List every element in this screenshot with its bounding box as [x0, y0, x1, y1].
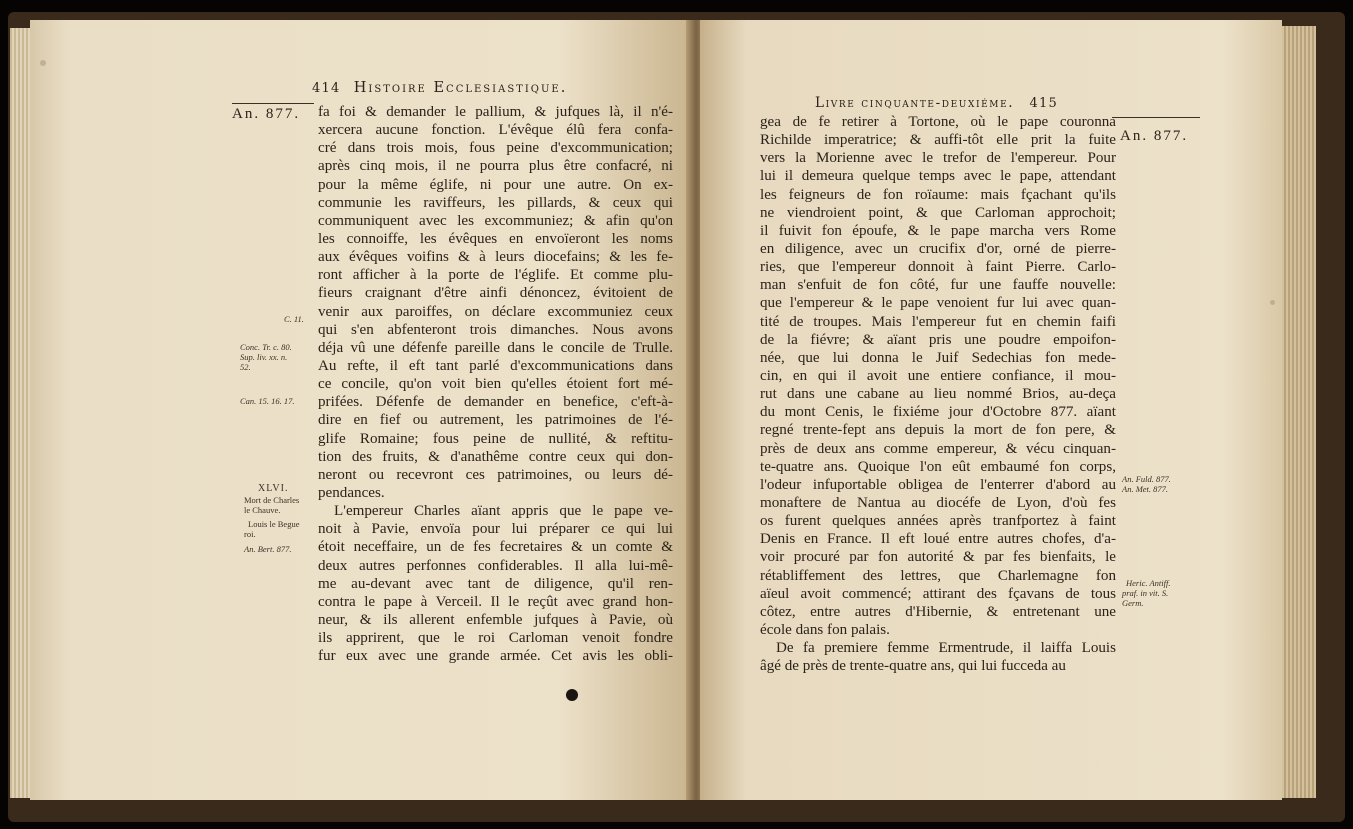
- margin-note-conc: Conc. Tr. c. 80.: [240, 342, 292, 352]
- text-line: étoit neceffaire, un de fes fecretaires & un comte &: [318, 539, 673, 556]
- text-line: les feigneurs de fon roïaume: mais fçachant qu'ils: [760, 186, 1116, 203]
- text-line: il fuivit fon époufe, & le pape marcha vers Rome: [760, 222, 1116, 239]
- left-running-title: Histoire Ecclesiastique.: [353, 80, 568, 96]
- text-line: Au refte, il eft tant parlé d'excommunications dans: [318, 357, 673, 374]
- text-line: cré dans trois mois, fous peine d'excommunication;: [318, 140, 673, 157]
- text-line: déja vû une défenfe pareille dans le concile de Trulle.: [318, 339, 673, 356]
- text-line: me au-devant avec tant de diligence, qu'il ren-: [318, 575, 673, 592]
- text-line: neront ou recevront ces patrimoines, ou leurs dé-: [318, 466, 673, 483]
- text-line: du mont Cenis, le fixiéme jour d'Octobre 877. aïant: [760, 404, 1116, 421]
- text-line: lui il demeura quelque temps avec le pape, attendant: [760, 168, 1116, 185]
- hole-mark: [566, 689, 578, 701]
- text-line: que l'empereur & le pape venoient fur lui avec quan-: [760, 295, 1116, 312]
- left-running-head: [312, 80, 680, 96]
- text-line: fieurs craignant d'être ainfi dénoncez, évitoient de: [318, 285, 673, 302]
- text-line: vers la Morienne avec le trefor de l'empereur. Pour: [760, 150, 1116, 167]
- text-line: contra le pape à Verceil. Il le reçût avec grand hon-: [318, 593, 673, 610]
- text-line: glife Romaine; fous peine de nullité, & reftitu-: [318, 430, 673, 447]
- text-line: Denis en France. Il eft loué entre autres chofes, d'a-: [760, 531, 1116, 548]
- text-line: école dans fon palais.: [760, 621, 890, 638]
- margin-note-sup-num: 52.: [240, 362, 251, 372]
- text-line: ries, que l'empereur donnoit à faint Pierre. Carlo-: [760, 259, 1116, 276]
- text-line: venir aux paroiffes, on déclare excommuniez ceux: [318, 303, 673, 320]
- text-line: noit à Pavie, envoïa pour lui préparer ce qui lui: [318, 521, 673, 538]
- text-line: aïeul avoit commencé; attirant des fçavans de tous: [760, 585, 1116, 602]
- text-line: ront afficher à la porte de l'églife. Et comme plu-: [318, 267, 673, 284]
- margin-note-heric-3: Germ.: [1122, 598, 1144, 608]
- paper-foxing: [1270, 300, 1275, 305]
- text-line: fa foi & demander le pallium, & jufques là, il n'é-: [318, 104, 673, 120]
- text-line: neur, & ils allerent enfemble jufques à Pavie, où: [318, 611, 673, 628]
- text-line: te-quatre ans. Quoique l'on eût embaumé fon corps,: [760, 458, 1116, 475]
- margin-note-section-number: XLVI.: [258, 483, 289, 494]
- text-line: pendances.: [318, 484, 385, 501]
- text-line: ce concile, qu'on voit bien qu'elles étoient fort mé-: [318, 376, 673, 393]
- text-line: tité de troupes. Mais l'empereur fut en chemin faifi: [760, 313, 1116, 330]
- right-running-title: Livre cinquante-deuxiéme.: [815, 95, 1015, 111]
- text-line: communie les raviffeurs, les pillards, & ceux qui: [318, 194, 673, 211]
- text-line: gea de fe retirer à Tortone, où le pape couronna: [760, 114, 1116, 130]
- margin-note-louis-2: roi.: [244, 529, 256, 539]
- text-line: De fa premiere femme Ermentrude, il laiffa Louis: [776, 640, 1116, 657]
- left-margin-rule: [232, 103, 314, 104]
- paper-foxing: [40, 60, 46, 66]
- left-body-text: [318, 103, 673, 665]
- text-line: ils apprirent, que le roi Carloman venoit fondre: [318, 630, 673, 647]
- right-running-head: [815, 95, 1105, 111]
- text-line: ne viendroient point, & que Carloman approchoit;: [760, 204, 1116, 221]
- text-line: L'empereur Charles aïant appris que le pape ve-: [334, 503, 673, 520]
- right-body-text: [760, 113, 1116, 675]
- text-line: l'odeur infuportable obligea de l'enterrer d'abord au: [760, 476, 1116, 493]
- margin-note-heric-2: praf. in vit. S.: [1122, 588, 1169, 598]
- right-page-number: 415: [1029, 96, 1058, 111]
- left-year-marker: An. 877.: [232, 106, 301, 122]
- text-line: Richilde imperatrice; & auffi-tôt elle prit la fuite: [760, 132, 1116, 149]
- margin-note-mort-1: Mort de Charles: [244, 495, 300, 505]
- text-line: après cinq mois, il ne pourra plus être confacré, ni: [318, 158, 673, 175]
- text-line: côtez, entre autres d'Hibernie, & entretenant une: [760, 603, 1116, 620]
- margin-note-fuld: An. Fuld. 877.: [1122, 474, 1171, 484]
- margin-note-bert: An. Bert. 877.: [244, 544, 292, 554]
- right-year-marker: An. 877.: [1120, 128, 1189, 144]
- text-line: de la fiévre; & aïant pris une poudre empoifon-: [760, 331, 1116, 348]
- text-line: dire en fief ou autrement, les patrimoines de l'é-: [318, 412, 673, 429]
- text-line: les connoiffe, les évêques en envoïeront les noms: [318, 230, 673, 247]
- text-line: née, que lui donna le Juif Sedechias fon mede-: [760, 349, 1116, 366]
- text-line: monaftere de Nantua au diocéfe de Lyon, d'où fes: [760, 494, 1116, 511]
- text-line: rétabliffement des lettres, que Charlemagne fon: [760, 567, 1116, 584]
- margin-note-louis-1: Louis le Begue: [248, 519, 300, 529]
- text-line: communiquent avec les excommuniez; & afin qu'on: [318, 212, 673, 229]
- margin-note-mort-2: le Chauve.: [244, 505, 281, 515]
- text-line: tion des fruits, & d'anathême contre ceux qui don-: [318, 448, 673, 465]
- page-edges-right: [1282, 26, 1316, 798]
- text-line: fur eux avec une grande armée. Cet avis les obli-: [318, 648, 673, 665]
- text-line: rut dans une cabane au lieu nommé Brios, au-deça: [760, 386, 1116, 403]
- text-line: os furent quelques années après tranfportez à faint: [760, 513, 1116, 530]
- right-margin-rule: [1112, 117, 1200, 118]
- text-line: cin, en qui il avoit une entiere confiance, il mou-: [760, 367, 1116, 384]
- text-line: xercera aucune fonction. L'évêque élû fera confa-: [318, 122, 673, 139]
- text-line: âgé de près de trente-quatre ans, qui lui fucceda au: [760, 658, 1066, 675]
- text-line: prifées. Défenfe de demander en benefice, c'eft-à-: [318, 394, 673, 411]
- text-line: qui s'en abfenteront trois dimanches. Nous avons: [318, 321, 673, 338]
- margin-note-c11: C. 11.: [284, 314, 304, 324]
- text-line: regné trente-fept ans depuis la mort de fon pere, &: [760, 422, 1116, 439]
- text-line: voir procuré par fon autorité & par fes bienfaits, le: [760, 549, 1116, 566]
- text-line: deux autres perfonnes confiderables. Il alla lui-mê-: [318, 557, 673, 574]
- page-edges-left: [10, 28, 32, 798]
- margin-note-can: Can. 15. 16. 17.: [240, 396, 295, 406]
- text-line: aux évêques voifins & à leurs diocefains; & les fe-: [318, 249, 673, 266]
- margin-note-met: An. Met. 877.: [1122, 484, 1169, 494]
- text-line: près de deux ans comme empereur, & vécu cinquan-: [760, 440, 1116, 457]
- text-line: en diligence, avec un crucifix d'or, orné de pierre-: [760, 240, 1116, 257]
- text-line: man s'enfuit de fon côté, fur une fauffe nouvelle:: [760, 277, 1116, 294]
- margin-note-heric-1: Heric. Antiff.: [1126, 578, 1171, 588]
- margin-note-sup: Sup. liv. xx. n.: [240, 352, 288, 362]
- text-line: pour la même églife, ni pour une autre. On ex-: [318, 176, 673, 193]
- left-page-number: 414: [312, 81, 341, 96]
